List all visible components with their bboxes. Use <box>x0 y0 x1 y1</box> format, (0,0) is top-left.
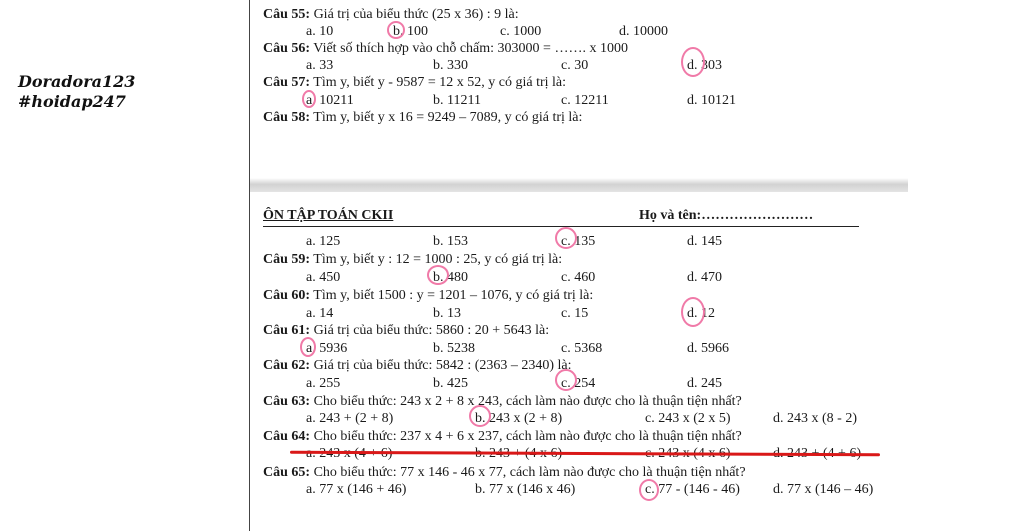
question-label: Câu 59: <box>263 252 311 267</box>
answer-circle <box>639 479 659 501</box>
answer-circle <box>681 297 705 327</box>
option-d: d. 243 x (8 - 2) <box>773 411 857 426</box>
answer-circle <box>302 90 316 108</box>
name-field-label: Họ và tên:…………………… <box>639 208 814 223</box>
option-b: b. 77 x (146 x 46) <box>475 482 576 497</box>
question-label: Câu 57: <box>263 75 311 90</box>
options-62 <box>263 375 903 393</box>
question-60 <box>263 287 593 305</box>
option-d: d. 470 <box>687 270 722 285</box>
option-c: c. 254 <box>561 375 595 393</box>
options-55 <box>263 23 903 41</box>
worksheet-title: ÔN TẬP TOÁN CKII <box>263 208 394 223</box>
watermark-line1: Doradora123 <box>18 72 136 91</box>
question-text: Tìm y, biết y - 9587 = 12 x 52, y có giá trị là: <box>310 75 567 90</box>
option-a: a. 10211 <box>306 92 354 110</box>
option-c: c. 77 - (146 - 46) <box>645 481 740 499</box>
question-text: Cho biểu thức: 237 x 4 + 6 x 237, cách làm nào được cho là thuận tiện nhất? <box>310 429 742 444</box>
question-label: Câu 60: <box>263 288 311 303</box>
options-56 <box>263 57 903 75</box>
option-c: c. 1000 <box>500 24 542 39</box>
watermark <box>18 72 135 112</box>
question-label: Câu 55: <box>263 7 311 22</box>
option-b: b. 13 <box>433 306 461 321</box>
answer-circle <box>681 47 705 77</box>
option-c: c. 15 <box>561 306 589 321</box>
option-c: c. 5368 <box>561 341 603 356</box>
option-a: a. 33 <box>306 58 334 73</box>
question-58 <box>263 109 582 127</box>
options-60 <box>263 305 903 323</box>
question-text: Giá trị của biểu thức: 5860 : 20 + 5643 là: <box>310 323 550 338</box>
option-a: a. 10 <box>306 24 334 39</box>
option-c: c. 30 <box>561 58 589 73</box>
answer-circle <box>387 21 405 39</box>
option-b: b. 11211 <box>433 93 481 108</box>
question-text: Viết số thích hợp vào chỗ chấm: 303000 = ……. x 1000 <box>310 41 628 56</box>
question-label: Câu 64: <box>263 429 311 444</box>
option-c: c. 12211 <box>561 93 609 108</box>
question-label: Câu 63: <box>263 394 311 409</box>
question-62 <box>263 357 572 375</box>
option-c: c. 460 <box>561 270 596 285</box>
option-a: a. 77 x (146 + 46) <box>306 482 407 497</box>
question-text: Tìm y, biết 1500 : y = 1201 – 1076, y có giá trị là: <box>310 288 594 303</box>
answer-circle <box>300 337 316 357</box>
option-a: a. 14 <box>306 306 334 321</box>
answer-circle <box>469 405 491 427</box>
option-d: d. 10000 <box>619 24 668 39</box>
option-b: b. 425 <box>433 376 468 391</box>
question-text: Giá trị của biểu thức (25 x 36) : 9 là: <box>310 7 519 22</box>
options-58 <box>263 233 903 251</box>
question-label: Câu 58: <box>263 110 311 125</box>
option-d: d. 10121 <box>687 93 736 108</box>
question-64 <box>263 428 742 446</box>
option-d: d. 77 x (146 – 46) <box>773 482 874 497</box>
option-d: d. 245 <box>687 376 722 391</box>
option-a: a. 5936 <box>306 340 347 358</box>
options-63 <box>263 410 903 428</box>
options-59 <box>263 269 903 287</box>
option-b: b. 5238 <box>433 341 475 356</box>
option-d: d. 303 <box>687 57 722 75</box>
answer-circle <box>427 265 449 285</box>
option-b: b. 153 <box>433 234 468 249</box>
question-text: Tìm y, biết y x 16 = 9249 – 7089, y có giá trị là: <box>310 110 583 125</box>
option-b: b. 480 <box>433 269 468 287</box>
option-b: b. 330 <box>433 58 468 73</box>
question-label: Câu 65: <box>263 465 311 480</box>
option-d: d. 145 <box>687 234 722 249</box>
option-b: b. 243 x (2 + 8) <box>475 410 562 428</box>
question-text: Cho biểu thức: 243 x 2 + 8 x 243, cách làm nào được cho là thuận tiện nhất? <box>310 394 742 409</box>
answer-circle <box>555 227 577 249</box>
options-65 <box>263 481 903 499</box>
answer-circle <box>555 369 577 391</box>
question-label: Câu 62: <box>263 358 311 373</box>
question-label: Câu 56: <box>263 41 311 56</box>
watermark-line2: #hoidap247 <box>18 92 126 111</box>
option-b: b. 100 <box>393 23 428 41</box>
question-56 <box>263 40 628 58</box>
question-label: Câu 61: <box>263 323 311 338</box>
question-text: Tìm y, biết y : 12 = 1000 : 25, y có giá trị là: <box>310 252 563 267</box>
option-a: a. 255 <box>306 376 341 391</box>
worksheet-header <box>263 206 859 227</box>
question-65 <box>263 464 746 482</box>
option-d: d. 5966 <box>687 341 729 356</box>
page-gap <box>250 178 908 192</box>
options-57 <box>263 92 903 110</box>
question-63 <box>263 393 742 411</box>
option-c: c. 243 x (2 x 5) <box>645 411 731 426</box>
question-text: Giá trị của biểu thức: 5842 : (2363 – 2340) là: <box>310 358 572 373</box>
option-a: a. 125 <box>306 234 341 249</box>
page-left-border <box>249 0 250 531</box>
option-c: c. 135 <box>561 233 595 251</box>
option-a: a. 450 <box>306 270 341 285</box>
options-61 <box>263 340 903 358</box>
question-text: Cho biểu thức: 77 x 146 - 46 x 77, cách làm nào được cho là thuận tiện nhất? <box>310 465 746 480</box>
option-a: a. 243 + (2 + 8) <box>306 411 394 426</box>
question-59 <box>263 251 562 269</box>
option-d: d. 12 <box>687 305 715 323</box>
